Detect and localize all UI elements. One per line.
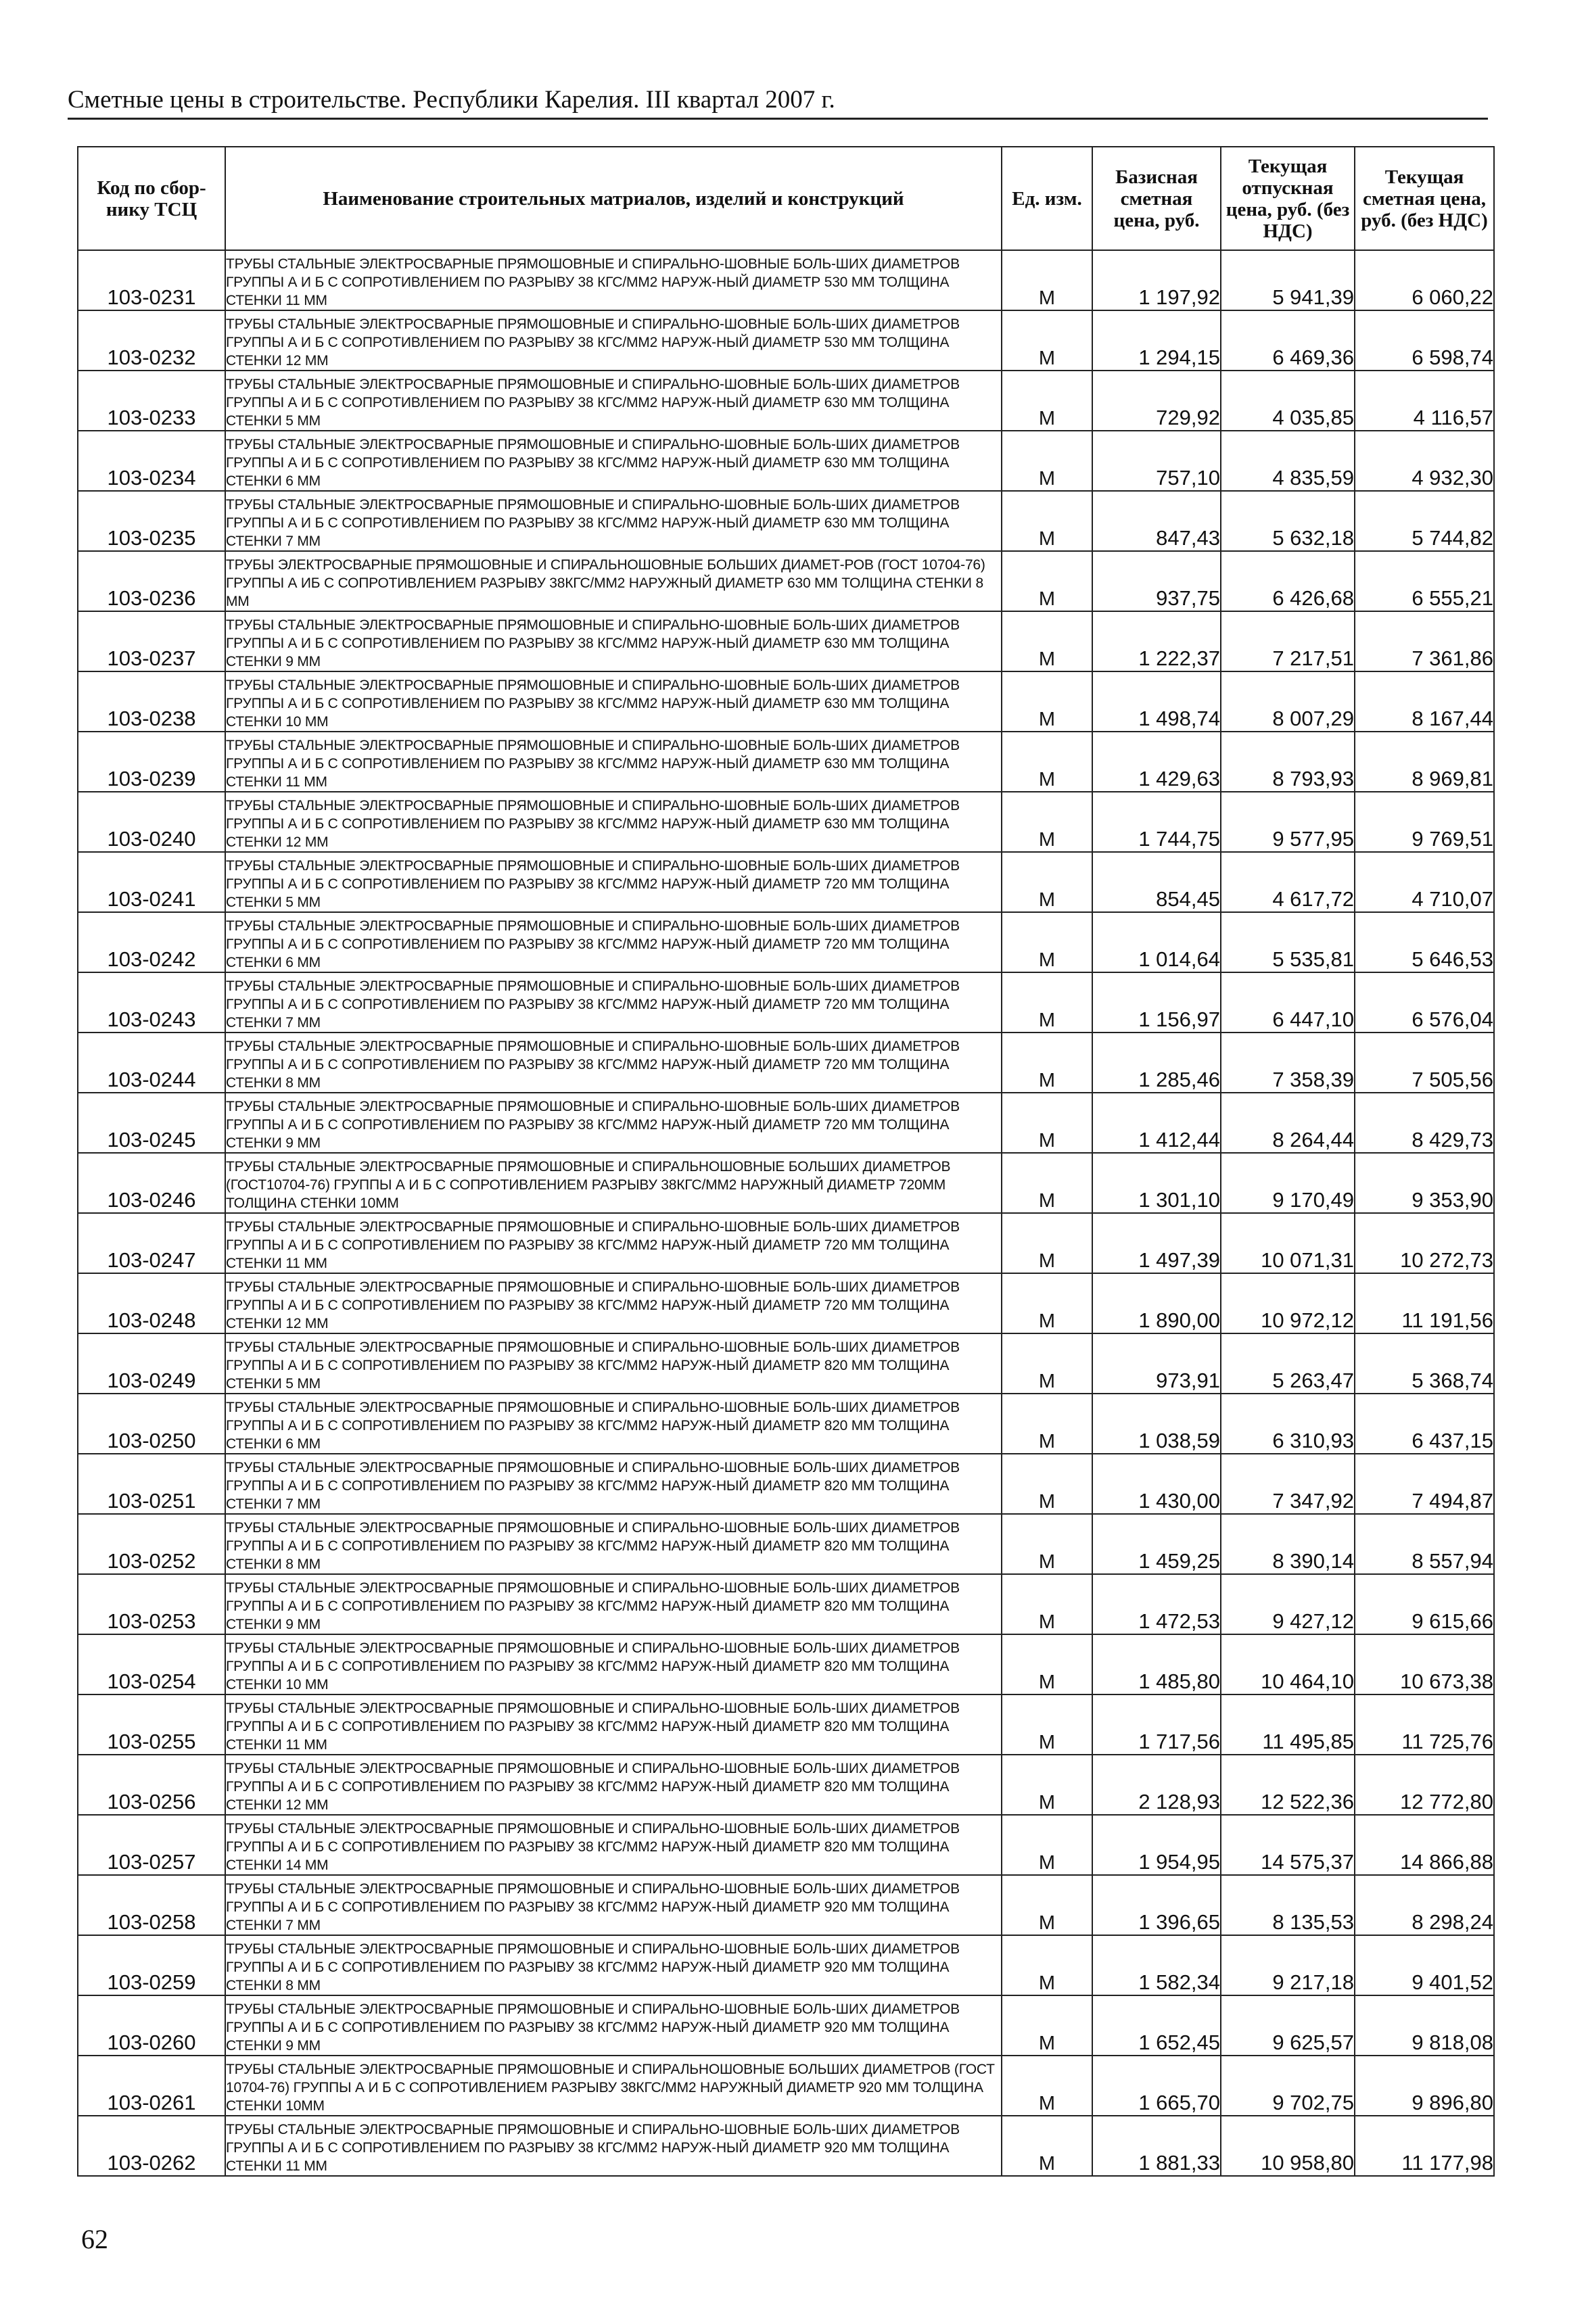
row-name: ТРУБЫ СТАЛЬНЫЕ ЭЛЕКТРОСВАРНЫЕ ПРЯМОШОВНЫЕ И СПИРАЛЬНО-ШОВНЫЕ БОЛЬ-ШИХ ДИАМЕТРОВ ГРУППЫ А И Б С СОПРОТИВЛЕНИЕМ ПО РАЗРЫВУ 38 КГС/ММ2 НАРУЖ-НЫЙ ДИАМЕТР 720 ММ ТОЛЩИНА СТЕНКИ 8 ММ xyxy=(225,1033,1002,1093)
row-estimate-price: 10 272,73 xyxy=(1355,1213,1494,1273)
row-base-price: 1 582,34 xyxy=(1092,1935,1221,1995)
row-name: ТРУБЫ СТАЛЬНЫЕ ЭЛЕКТРОСВАРНЫЕ ПРЯМОШОВНЫЕ И СПИРАЛЬНО-ШОВНЫЕ БОЛЬ-ШИХ ДИАМЕТРОВ ГРУППЫ А И Б С СОПРОТИВЛЕНИЕМ ПО РАЗРЫВУ 38 КГС/ММ2 НАРУЖ-НЫЙ ДИАМЕТР 530 ММ ТОЛЩИНА СТЕНКИ 11 ММ xyxy=(225,250,1002,310)
col-header-base-price: Базисная сметная цена, руб. xyxy=(1092,147,1221,250)
row-base-price: 1 429,63 xyxy=(1092,732,1221,792)
row-current-price: 5 941,39 xyxy=(1221,250,1355,310)
row-code: 103-0260 xyxy=(78,1995,225,2056)
row-estimate-price: 5 744,82 xyxy=(1355,491,1494,551)
row-base-price: 2 128,93 xyxy=(1092,1755,1221,1815)
row-name: ТРУБЫ СТАЛЬНЫЕ ЭЛЕКТРОСВАРНЫЕ ПРЯМОШОВНЫЕ И СПИРАЛЬНО-ШОВНЫЕ БОЛЬ-ШИХ ДИАМЕТРОВ ГРУППЫ А И Б С СОПРОТИВЛЕНИЕМ ПО РАЗРЫВУ 38 КГС/ММ2 НАРУЖ-НЫЙ ДИАМЕТР 720 ММ ТОЛЩИНА СТЕНКИ 7 ММ xyxy=(225,972,1002,1033)
table-row xyxy=(78,431,1494,491)
row-current-price: 9 577,95 xyxy=(1221,792,1355,852)
row-name: ТРУБЫ СТАЛЬНЫЕ ЭЛЕКТРОСВАРНЫЕ ПРЯМОШОВНЫЕ И СПИРАЛЬНО-ШОВНЫЕ БОЛЬ-ШИХ ДИАМЕТРОВ ГРУППЫ А И Б С СОПРОТИВЛЕНИЕМ ПО РАЗРЫВУ 38 КГС/ММ2 НАРУЖ-НЫЙ ДИАМЕТР 720 ММ ТОЛЩИНА СТЕНКИ 11 ММ xyxy=(225,1213,1002,1273)
row-estimate-price: 9 615,66 xyxy=(1355,1574,1494,1634)
row-unit: М xyxy=(1002,2116,1092,2176)
table-row xyxy=(78,671,1494,732)
row-current-price: 9 217,18 xyxy=(1221,1935,1355,1995)
table-row xyxy=(78,2056,1494,2116)
table-row xyxy=(78,732,1494,792)
row-estimate-price: 5 368,74 xyxy=(1355,1333,1494,1394)
row-name: ТРУБЫ СТАЛЬНЫЕ ЭЛЕКТРОСВАРНЫЕ ПРЯМОШОВНЫЕ И СПИРАЛЬНО-ШОВНЫЕ БОЛЬ-ШИХ ДИАМЕТРОВ ГРУППЫ А И Б С СОПРОТИВЛЕНИЕМ ПО РАЗРЫВУ 38 КГС/ММ2 НАРУЖ-НЫЙ ДИАМЕТР 820 ММ ТОЛЩИНА СТЕНКИ 7 ММ xyxy=(225,1454,1002,1514)
table-row xyxy=(78,1033,1494,1093)
row-base-price: 847,43 xyxy=(1092,491,1221,551)
row-base-price: 1 472,53 xyxy=(1092,1574,1221,1634)
row-base-price: 1 954,95 xyxy=(1092,1815,1221,1875)
row-estimate-price: 5 646,53 xyxy=(1355,912,1494,972)
row-estimate-price: 8 429,73 xyxy=(1355,1093,1494,1153)
row-name: ТРУБЫ СТАЛЬНЫЕ ЭЛЕКТРОСВАРНЫЕ ПРЯМОШОВНЫЕ И СПИРАЛЬНО-ШОВНЫЕ БОЛЬ-ШИХ ДИАМЕТРОВ ГРУППЫ А И Б С СОПРОТИВЛЕНИЕМ ПО РАЗРЫВУ 38 КГС/ММ2 НАРУЖ-НЫЙ ДИАМЕТР 920 ММ ТОЛЩИНА СТЕНКИ 7 ММ xyxy=(225,1875,1002,1935)
table-row xyxy=(78,310,1494,371)
row-unit: М xyxy=(1002,1033,1092,1093)
row-current-price: 6 469,36 xyxy=(1221,310,1355,371)
row-base-price: 1 890,00 xyxy=(1092,1273,1221,1333)
row-estimate-price: 4 116,57 xyxy=(1355,371,1494,431)
row-code: 103-0249 xyxy=(78,1333,225,1394)
row-current-price: 4 617,72 xyxy=(1221,852,1355,912)
row-unit: М xyxy=(1002,1935,1092,1995)
row-name: ТРУБЫ СТАЛЬНЫЕ ЭЛЕКТРОСВАРНЫЕ ПРЯМОШОВНЫЕ И СПИРАЛЬНО-ШОВНЫЕ БОЛЬ-ШИХ ДИАМЕТРОВ ГРУППЫ А И Б С СОПРОТИВЛЕНИЕМ ПО РАЗРЫВУ 38 КГС/ММ2 НАРУЖ-НЫЙ ДИАМЕТР 820 ММ ТОЛЩИНА СТЕНКИ 8 ММ xyxy=(225,1514,1002,1574)
row-name: ТРУБЫ СТАЛЬНЫЕ ЭЛЕКТРОСВАРНЫЕ ПРЯМОШОВНЫЕ И СПИРАЛЬНО-ШОВНЫЕ БОЛЬ-ШИХ ДИАМЕТРОВ ГРУППЫ А И Б С СОПРОТИВЛЕНИЕМ ПО РАЗРЫВУ 38 КГС/ММ2 НАРУЖ-НЫЙ ДИАМЕТР 630 ММ ТОЛЩИНА СТЕНКИ 6 ММ xyxy=(225,431,1002,491)
row-name: ТРУБЫ СТАЛЬНЫЕ ЭЛЕКТРОСВАРНЫЕ ПРЯМОШОВНЫЕ И СПИРАЛЬНО-ШОВНЫЕ БОЛЬ-ШИХ ДИАМЕТРОВ ГРУППЫ А И Б С СОПРОТИВЛЕНИЕМ ПО РАЗРЫВУ 38 КГС/ММ2 НАРУЖ-НЫЙ ДИАМЕТР 630 ММ ТОЛЩИНА СТЕНКИ 5 ММ xyxy=(225,371,1002,431)
row-unit: М xyxy=(1002,491,1092,551)
table-row xyxy=(78,1454,1494,1514)
row-code: 103-0235 xyxy=(78,491,225,551)
col-header-name: Наименование строительных матриалов, изделий и конструкций xyxy=(225,147,1002,250)
row-code: 103-0262 xyxy=(78,2116,225,2176)
row-name: ТРУБЫ СТАЛЬНЫЕ ЭЛЕКТРОСВАРНЫЕ ПРЯМОШОВНЫЕ И СПИРАЛЬНО-ШОВНЫЕ БОЛЬ-ШИХ ДИАМЕТРОВ ГРУППЫ А И Б С СОПРОТИВЛЕНИЕМ ПО РАЗРЫВУ 38 КГС/ММ2 НАРУЖ-НЫЙ ДИАМЕТР 720 ММ ТОЛЩИНА СТЕНКИ 5 ММ xyxy=(225,852,1002,912)
row-base-price: 729,92 xyxy=(1092,371,1221,431)
row-estimate-price: 6 437,15 xyxy=(1355,1394,1494,1454)
row-base-price: 854,45 xyxy=(1092,852,1221,912)
row-code: 103-0236 xyxy=(78,551,225,611)
row-code: 103-0251 xyxy=(78,1454,225,1514)
row-name: ТРУБЫ СТАЛЬНЫЕ ЭЛЕКТРОСВАРНЫЕ ПРЯМОШОВНЫЕ И СПИРАЛЬНО-ШОВНЫЕ БОЛЬ-ШИХ ДИАМЕТРОВ ГРУППЫ А И Б С СОПРОТИВЛЕНИЕМ ПО РАЗРЫВУ 38 КГС/ММ2 НАРУЖ-НЫЙ ДИАМЕТР 820 ММ ТОЛЩИНА СТЕНКИ 12 ММ xyxy=(225,1755,1002,1815)
row-current-price: 14 575,37 xyxy=(1221,1815,1355,1875)
row-code: 103-0242 xyxy=(78,912,225,972)
table-row xyxy=(78,1514,1494,1574)
row-name: ТРУБЫ СТАЛЬНЫЕ ЭЛЕКТРОСВАРНЫЕ ПРЯМОШОВНЫЕ И СПИРАЛЬНО-ШОВНЫЕ БОЛЬ-ШИХ ДИАМЕТРОВ ГРУППЫ А И Б С СОПРОТИВЛЕНИЕМ ПО РАЗРЫВУ 38 КГС/ММ2 НАРУЖ-НЫЙ ДИАМЕТР 720 ММ ТОЛЩИНА СТЕНКИ 12 ММ xyxy=(225,1273,1002,1333)
row-name: ТРУБЫ СТАЛЬНЫЕ ЭЛЕКТРОСВАРНЫЕ ПРЯМОШОВНЫЕ И СПИРАЛЬНО-ШОВНЫЕ БОЛЬ-ШИХ ДИАМЕТРОВ ГРУППЫ А И Б С СОПРОТИВЛЕНИЕМ ПО РАЗРЫВУ 38 КГС/ММ2 НАРУЖ-НЫЙ ДИАМЕТР 630 ММ ТОЛЩИНА СТЕНКИ 9 ММ xyxy=(225,611,1002,671)
row-code: 103-0239 xyxy=(78,732,225,792)
row-current-price: 9 702,75 xyxy=(1221,2056,1355,2116)
row-unit: М xyxy=(1002,2056,1092,2116)
row-unit: М xyxy=(1002,1394,1092,1454)
table-row xyxy=(78,1394,1494,1454)
row-name: ТРУБЫ СТАЛЬНЫЕ ЭЛЕКТРОСВАРНЫЕ ПРЯМОШОВНЫЕ И СПИРАЛЬНО-ШОВНЫЕ БОЛЬ-ШИХ ДИАМЕТРОВ ГРУППЫ А И Б С СОПРОТИВЛЕНИЕМ ПО РАЗРЫВУ 38 КГС/ММ2 НАРУЖ-НЫЙ ДИАМЕТР 630 ММ ТОЛЩИНА СТЕНКИ 10 ММ xyxy=(225,671,1002,732)
row-current-price: 10 071,31 xyxy=(1221,1213,1355,1273)
row-base-price: 1 498,74 xyxy=(1092,671,1221,732)
row-code: 103-0256 xyxy=(78,1755,225,1815)
row-base-price: 1 717,56 xyxy=(1092,1694,1221,1755)
row-estimate-price: 9 896,80 xyxy=(1355,2056,1494,2116)
row-name: ТРУБЫ СТАЛЬНЫЕ ЭЛЕКТРОСВАРНЫЕ ПРЯМОШОВНЫЕ И СПИРАЛЬНО-ШОВНЫЕ БОЛЬ-ШИХ ДИАМЕТРОВ ГРУППЫ А И Б С СОПРОТИВЛЕНИЕМ ПО РАЗРЫВУ 38 КГС/ММ2 НАРУЖ-НЫЙ ДИАМЕТР 820 ММ ТОЛЩИНА СТЕНКИ 5 ММ xyxy=(225,1333,1002,1394)
table-row xyxy=(78,1935,1494,1995)
table-row xyxy=(78,1333,1494,1394)
row-estimate-price: 6 060,22 xyxy=(1355,250,1494,310)
row-code: 103-0261 xyxy=(78,2056,225,2116)
row-estimate-price: 14 866,88 xyxy=(1355,1815,1494,1875)
row-estimate-price: 7 361,86 xyxy=(1355,611,1494,671)
table-row xyxy=(78,551,1494,611)
row-base-price: 1 396,65 xyxy=(1092,1875,1221,1935)
row-estimate-price: 6 555,21 xyxy=(1355,551,1494,611)
row-estimate-price: 8 298,24 xyxy=(1355,1875,1494,1935)
row-base-price: 1 156,97 xyxy=(1092,972,1221,1033)
row-name: ТРУБЫ СТАЛЬНЫЕ ЭЛЕКТРОСВАРНЫЕ ПРЯМОШОВНЫЕ И СПИРАЛЬНО-ШОВНЫЕ БОЛЬ-ШИХ ДИАМЕТРОВ ГРУППЫ А И Б С СОПРОТИВЛЕНИЕМ ПО РАЗРЫВУ 38 КГС/ММ2 НАРУЖ-НЫЙ ДИАМЕТР 630 ММ ТОЛЩИНА СТЕНКИ 12 ММ xyxy=(225,792,1002,852)
row-unit: М xyxy=(1002,431,1092,491)
row-current-price: 10 958,80 xyxy=(1221,2116,1355,2176)
row-name: ТРУБЫ СТАЛЬНЫЕ ЭЛЕКТРОСВАРНЫЕ ПРЯМОШОВНЫЕ И СПИРАЛЬНО-ШОВНЫЕ БОЛЬ-ШИХ ДИАМЕТРОВ ГРУППЫ А И Б С СОПРОТИВЛЕНИЕМ ПО РАЗРЫВУ 38 КГС/ММ2 НАРУЖ-НЫЙ ДИАМЕТР 920 ММ ТОЛЩИНА СТЕНКИ 8 ММ xyxy=(225,1935,1002,1995)
row-unit: М xyxy=(1002,1153,1092,1213)
row-current-price: 5 535,81 xyxy=(1221,912,1355,972)
row-code: 103-0232 xyxy=(78,310,225,371)
row-unit: М xyxy=(1002,972,1092,1033)
row-estimate-price: 11 177,98 xyxy=(1355,2116,1494,2176)
row-unit: М xyxy=(1002,1815,1092,1875)
table-row xyxy=(78,1093,1494,1153)
row-estimate-price: 9 401,52 xyxy=(1355,1935,1494,1995)
row-code: 103-0244 xyxy=(78,1033,225,1093)
row-unit: М xyxy=(1002,1694,1092,1755)
row-code: 103-0250 xyxy=(78,1394,225,1454)
row-estimate-price: 11 725,76 xyxy=(1355,1694,1494,1755)
col-header-current-price: Текущая отпускная цена, руб. (без НДС) xyxy=(1221,147,1355,250)
row-code: 103-0254 xyxy=(78,1634,225,1694)
row-unit: М xyxy=(1002,1213,1092,1273)
row-name: ТРУБЫ СТАЛЬНЫЕ ЭЛЕКТРОСВАРНЫЕ ПРЯМОШОВНЫЕ И СПИРАЛЬНО-ШОВНЫЕ БОЛЬ-ШИХ ДИАМЕТРОВ ГРУППЫ А И Б С СОПРОТИВЛЕНИЕМ ПО РАЗРЫВУ 38 КГС/ММ2 НАРУЖ-НЫЙ ДИАМЕТР 820 ММ ТОЛЩИНА СТЕНКИ 9 ММ xyxy=(225,1574,1002,1634)
row-unit: М xyxy=(1002,732,1092,792)
row-code: 103-0237 xyxy=(78,611,225,671)
row-base-price: 1 430,00 xyxy=(1092,1454,1221,1514)
row-code: 103-0258 xyxy=(78,1875,225,1935)
row-name: ТРУБЫ СТАЛЬНЫЕ ЭЛЕКТРОСВАРНЫЕ ПРЯМОШОВНЫЕ И СПИРАЛЬНО-ШОВНЫЕ БОЛЬ-ШИХ ДИАМЕТРОВ ГРУППЫ А И Б С СОПРОТИВЛЕНИЕМ ПО РАЗРЫВУ 38 КГС/ММ2 НАРУЖ-НЫЙ ДИАМЕТР 630 ММ ТОЛЩИНА СТЕНКИ 11 ММ xyxy=(225,732,1002,792)
row-current-price: 10 972,12 xyxy=(1221,1273,1355,1333)
row-code: 103-0253 xyxy=(78,1574,225,1634)
row-code: 103-0238 xyxy=(78,671,225,732)
row-unit: М xyxy=(1002,792,1092,852)
row-name: ТРУБЫ СТАЛЬНЫЕ ЭЛЕКТРОСВАРНЫЕ ПРЯМОШОВНЫЕ И СПИРАЛЬНОШОВНЫЕ БОЛЬШИХ ДИАМЕТРОВ (ГОСТ 10704-76) ГРУППЫ А И Б С СОПРОТИВЛЕНИЕМ РАЗРЫВУ 38КГС/ММ2 НАРУЖНЫЙ ДИАМЕТР 920 ММ ТОЛЩИНА СТЕНКИ 10ММ xyxy=(225,2056,1002,2116)
row-base-price: 1 197,92 xyxy=(1092,250,1221,310)
row-unit: М xyxy=(1002,1273,1092,1333)
row-estimate-price: 6 576,04 xyxy=(1355,972,1494,1033)
table-header-row xyxy=(78,147,1494,250)
table-row xyxy=(78,1574,1494,1634)
row-estimate-price: 9 769,51 xyxy=(1355,792,1494,852)
row-current-price: 4 835,59 xyxy=(1221,431,1355,491)
row-name: ТРУБЫ СТАЛЬНЫЕ ЭЛЕКТРОСВАРНЫЕ ПРЯМОШОВНЫЕ И СПИРАЛЬНОШОВНЫЕ БОЛЬШИХ ДИАМЕТРОВ (ГОСТ10704-76) ГРУППЫ А И Б С СОПРОТИВЛЕНИЕМ РАЗРЫВУ 38КГС/ММ2 НАРУЖНЫЙ ДИАМЕТР 720ММ ТОЛЩИНА СТЕНКИ 10ММ xyxy=(225,1153,1002,1213)
row-estimate-price: 4 932,30 xyxy=(1355,431,1494,491)
row-unit: М xyxy=(1002,1333,1092,1394)
table-row xyxy=(78,1213,1494,1273)
table-row xyxy=(78,2116,1494,2176)
row-estimate-price: 8 969,81 xyxy=(1355,732,1494,792)
col-header-estimate-price: Текущая сметная цена, руб. (без НДС) xyxy=(1355,147,1494,250)
row-current-price: 6 310,93 xyxy=(1221,1394,1355,1454)
row-current-price: 9 625,57 xyxy=(1221,1995,1355,2056)
row-code: 103-0245 xyxy=(78,1093,225,1153)
row-current-price: 9 427,12 xyxy=(1221,1574,1355,1634)
row-estimate-price: 6 598,74 xyxy=(1355,310,1494,371)
row-estimate-price: 11 191,56 xyxy=(1355,1273,1494,1333)
row-code: 103-0248 xyxy=(78,1273,225,1333)
table-row xyxy=(78,371,1494,431)
row-name: ТРУБЫ СТАЛЬНЫЕ ЭЛЕКТРОСВАРНЫЕ ПРЯМОШОВНЫЕ И СПИРАЛЬНО-ШОВНЫЕ БОЛЬ-ШИХ ДИАМЕТРОВ ГРУППЫ А И Б С СОПРОТИВЛЕНИЕМ ПО РАЗРЫВУ 38 КГС/ММ2 НАРУЖ-НЫЙ ДИАМЕТР 820 ММ ТОЛЩИНА СТЕНКИ 6 ММ xyxy=(225,1394,1002,1454)
row-name: ТРУБЫ СТАЛЬНЫЕ ЭЛЕКТРОСВАРНЫЕ ПРЯМОШОВНЫЕ И СПИРАЛЬНО-ШОВНЫЕ БОЛЬ-ШИХ ДИАМЕТРОВ ГРУППЫ А И Б С СОПРОТИВЛЕНИЕМ ПО РАЗРЫВУ 38 КГС/ММ2 НАРУЖ-НЫЙ ДИАМЕТР 530 ММ ТОЛЩИНА СТЕНКИ 12 ММ xyxy=(225,310,1002,371)
row-estimate-price: 8 167,44 xyxy=(1355,671,1494,732)
row-current-price: 4 035,85 xyxy=(1221,371,1355,431)
row-name: ТРУБЫ СТАЛЬНЫЕ ЭЛЕКТРОСВАРНЫЕ ПРЯМОШОВНЫЕ И СПИРАЛЬНО-ШОВНЫЕ БОЛЬ-ШИХ ДИАМЕТРОВ ГРУППЫ А И Б С СОПРОТИВЛЕНИЕМ ПО РАЗРЫВУ 38 КГС/ММ2 НАРУЖ-НЫЙ ДИАМЕТР 820 ММ ТОЛЩИНА СТЕНКИ 14 ММ xyxy=(225,1815,1002,1875)
row-current-price: 7 347,92 xyxy=(1221,1454,1355,1514)
row-current-price: 6 447,10 xyxy=(1221,972,1355,1033)
row-unit: М xyxy=(1002,371,1092,431)
row-current-price: 7 358,39 xyxy=(1221,1033,1355,1093)
row-estimate-price: 10 673,38 xyxy=(1355,1634,1494,1694)
row-unit: М xyxy=(1002,912,1092,972)
table-row xyxy=(78,1815,1494,1875)
row-base-price: 757,10 xyxy=(1092,431,1221,491)
row-estimate-price: 8 557,94 xyxy=(1355,1514,1494,1574)
row-estimate-price: 7 505,56 xyxy=(1355,1033,1494,1093)
row-unit: М xyxy=(1002,1755,1092,1815)
page-header xyxy=(68,87,1488,120)
row-current-price: 8 007,29 xyxy=(1221,671,1355,732)
row-base-price: 1 665,70 xyxy=(1092,2056,1221,2116)
row-unit: М xyxy=(1002,1875,1092,1935)
row-base-price: 1 301,10 xyxy=(1092,1153,1221,1213)
row-unit: М xyxy=(1002,671,1092,732)
row-base-price: 1 222,37 xyxy=(1092,611,1221,671)
row-code: 103-0259 xyxy=(78,1935,225,1995)
row-current-price: 9 170,49 xyxy=(1221,1153,1355,1213)
row-base-price: 1 744,75 xyxy=(1092,792,1221,852)
row-estimate-price: 9 353,90 xyxy=(1355,1153,1494,1213)
row-base-price: 1 459,25 xyxy=(1092,1514,1221,1574)
row-code: 103-0243 xyxy=(78,972,225,1033)
row-unit: М xyxy=(1002,250,1092,310)
row-code: 103-0255 xyxy=(78,1694,225,1755)
row-code: 103-0240 xyxy=(78,792,225,852)
table-body xyxy=(78,250,1494,2176)
row-name: ТРУБЫ ЭЛЕКТРОСВАРНЫЕ ПРЯМОШОВНЫЕ И СПИРАЛЬНОШОВНЫЕ БОЛЬШИХ ДИАМЕТ-РОВ (ГОСТ 10704-76) ГРУППЫ А ИБ С СОПРОТИВЛЕНИЕМ РАЗРЫВУ 38КГС/ММ2 НАРУЖНЫЙ ДИАМЕТР 630 ММ ТОЛЩИНА СТЕНКИ 8 ММ xyxy=(225,551,1002,611)
price-table xyxy=(77,146,1495,2177)
table-row xyxy=(78,250,1494,310)
row-unit: М xyxy=(1002,1454,1092,1514)
table-row xyxy=(78,491,1494,551)
row-unit: М xyxy=(1002,852,1092,912)
row-unit: М xyxy=(1002,1093,1092,1153)
row-name: ТРУБЫ СТАЛЬНЫЕ ЭЛЕКТРОСВАРНЫЕ ПРЯМОШОВНЫЕ И СПИРАЛЬНО-ШОВНЫЕ БОЛЬ-ШИХ ДИАМЕТРОВ ГРУППЫ А И Б С СОПРОТИВЛЕНИЕМ ПО РАЗРЫВУ 38 КГС/ММ2 НАРУЖ-НЫЙ ДИАМЕТР 720 ММ ТОЛЩИНА СТЕНКИ 9 ММ xyxy=(225,1093,1002,1153)
row-estimate-price: 4 710,07 xyxy=(1355,852,1494,912)
page-header-title: Сметные цены в строительстве. Республики Карелия. III квартал 2007 г. xyxy=(68,86,835,114)
table-row xyxy=(78,972,1494,1033)
row-current-price: 6 426,68 xyxy=(1221,551,1355,611)
table-row xyxy=(78,611,1494,671)
row-current-price: 5 263,47 xyxy=(1221,1333,1355,1394)
row-code: 103-0233 xyxy=(78,371,225,431)
row-current-price: 11 495,85 xyxy=(1221,1694,1355,1755)
row-base-price: 1 014,64 xyxy=(1092,912,1221,972)
row-base-price: 973,91 xyxy=(1092,1333,1221,1394)
row-current-price: 7 217,51 xyxy=(1221,611,1355,671)
row-base-price: 1 881,33 xyxy=(1092,2116,1221,2176)
table-row xyxy=(78,1875,1494,1935)
row-base-price: 1 485,80 xyxy=(1092,1634,1221,1694)
row-current-price: 5 632,18 xyxy=(1221,491,1355,551)
row-unit: М xyxy=(1002,1634,1092,1694)
row-unit: М xyxy=(1002,310,1092,371)
row-current-price: 8 264,44 xyxy=(1221,1093,1355,1153)
row-name: ТРУБЫ СТАЛЬНЫЕ ЭЛЕКТРОСВАРНЫЕ ПРЯМОШОВНЫЕ И СПИРАЛЬНО-ШОВНЫЕ БОЛЬ-ШИХ ДИАМЕТРОВ ГРУППЫ А И Б С СОПРОТИВЛЕНИЕМ ПО РАЗРЫВУ 38 КГС/ММ2 НАРУЖ-НЫЙ ДИАМЕТР 820 ММ ТОЛЩИНА СТЕНКИ 11 ММ xyxy=(225,1694,1002,1755)
row-current-price: 8 793,93 xyxy=(1221,732,1355,792)
row-base-price: 1 497,39 xyxy=(1092,1213,1221,1273)
row-code: 103-0257 xyxy=(78,1815,225,1875)
row-current-price: 8 390,14 xyxy=(1221,1514,1355,1574)
table-row xyxy=(78,912,1494,972)
row-base-price: 1 285,46 xyxy=(1092,1033,1221,1093)
table-row xyxy=(78,1755,1494,1815)
row-base-price: 937,75 xyxy=(1092,551,1221,611)
table-row xyxy=(78,1995,1494,2056)
row-base-price: 1 412,44 xyxy=(1092,1093,1221,1153)
row-estimate-price: 9 818,08 xyxy=(1355,1995,1494,2056)
row-current-price: 10 464,10 xyxy=(1221,1634,1355,1694)
row-estimate-price: 12 772,80 xyxy=(1355,1755,1494,1815)
col-header-code: Код по сбор-нику ТСЦ xyxy=(78,147,225,250)
row-code: 103-0252 xyxy=(78,1514,225,1574)
row-current-price: 8 135,53 xyxy=(1221,1875,1355,1935)
row-current-price: 12 522,36 xyxy=(1221,1755,1355,1815)
row-code: 103-0241 xyxy=(78,852,225,912)
table-row xyxy=(78,1273,1494,1333)
row-name: ТРУБЫ СТАЛЬНЫЕ ЭЛЕКТРОСВАРНЫЕ ПРЯМОШОВНЫЕ И СПИРАЛЬНО-ШОВНЫЕ БОЛЬ-ШИХ ДИАМЕТРОВ ГРУППЫ А И Б С СОПРОТИВЛЕНИЕМ ПО РАЗРЫВУ 38 КГС/ММ2 НАРУЖ-НЫЙ ДИАМЕТР 630 ММ ТОЛЩИНА СТЕНКИ 7 ММ xyxy=(225,491,1002,551)
row-code: 103-0234 xyxy=(78,431,225,491)
col-header-unit: Ед. изм. xyxy=(1002,147,1092,250)
row-code: 103-0246 xyxy=(78,1153,225,1213)
row-unit: М xyxy=(1002,611,1092,671)
table-row xyxy=(78,1153,1494,1213)
table-row xyxy=(78,852,1494,912)
row-unit: М xyxy=(1002,551,1092,611)
row-estimate-price: 7 494,87 xyxy=(1355,1454,1494,1514)
row-code: 103-0231 xyxy=(78,250,225,310)
page-number: 62 xyxy=(81,2224,108,2254)
row-base-price: 1 038,59 xyxy=(1092,1394,1221,1454)
row-unit: М xyxy=(1002,1514,1092,1574)
table-row xyxy=(78,1634,1494,1694)
row-unit: М xyxy=(1002,1995,1092,2056)
table-row xyxy=(78,792,1494,852)
row-name: ТРУБЫ СТАЛЬНЫЕ ЭЛЕКТРОСВАРНЫЕ ПРЯМОШОВНЫЕ И СПИРАЛЬНО-ШОВНЫЕ БОЛЬ-ШИХ ДИАМЕТРОВ ГРУППЫ А И Б С СОПРОТИВЛЕНИЕМ ПО РАЗРЫВУ 38 КГС/ММ2 НАРУЖ-НЫЙ ДИАМЕТР 920 ММ ТОЛЩИНА СТЕНКИ 9 ММ xyxy=(225,1995,1002,2056)
row-name: ТРУБЫ СТАЛЬНЫЕ ЭЛЕКТРОСВАРНЫЕ ПРЯМОШОВНЫЕ И СПИРАЛЬНО-ШОВНЫЕ БОЛЬ-ШИХ ДИАМЕТРОВ ГРУППЫ А И Б С СОПРОТИВЛЕНИЕМ ПО РАЗРЫВУ 38 КГС/ММ2 НАРУЖ-НЫЙ ДИАМЕТР 820 ММ ТОЛЩИНА СТЕНКИ 10 ММ xyxy=(225,1634,1002,1694)
row-base-price: 1 294,15 xyxy=(1092,310,1221,371)
row-name: ТРУБЫ СТАЛЬНЫЕ ЭЛЕКТРОСВАРНЫЕ ПРЯМОШОВНЫЕ И СПИРАЛЬНО-ШОВНЫЕ БОЛЬ-ШИХ ДИАМЕТРОВ ГРУППЫ А И Б С СОПРОТИВЛЕНИЕМ ПО РАЗРЫВУ 38 КГС/ММ2 НАРУЖ-НЫЙ ДИАМЕТР 920 ММ ТОЛЩИНА СТЕНКИ 11 ММ xyxy=(225,2116,1002,2176)
row-base-price: 1 652,45 xyxy=(1092,1995,1221,2056)
row-name: ТРУБЫ СТАЛЬНЫЕ ЭЛЕКТРОСВАРНЫЕ ПРЯМОШОВНЫЕ И СПИРАЛЬНО-ШОВНЫЕ БОЛЬ-ШИХ ДИАМЕТРОВ ГРУППЫ А И Б С СОПРОТИВЛЕНИЕМ ПО РАЗРЫВУ 38 КГС/ММ2 НАРУЖ-НЫЙ ДИАМЕТР 720 ММ ТОЛЩИНА СТЕНКИ 6 ММ xyxy=(225,912,1002,972)
row-unit: М xyxy=(1002,1574,1092,1634)
row-code: 103-0247 xyxy=(78,1213,225,1273)
table-row xyxy=(78,1694,1494,1755)
